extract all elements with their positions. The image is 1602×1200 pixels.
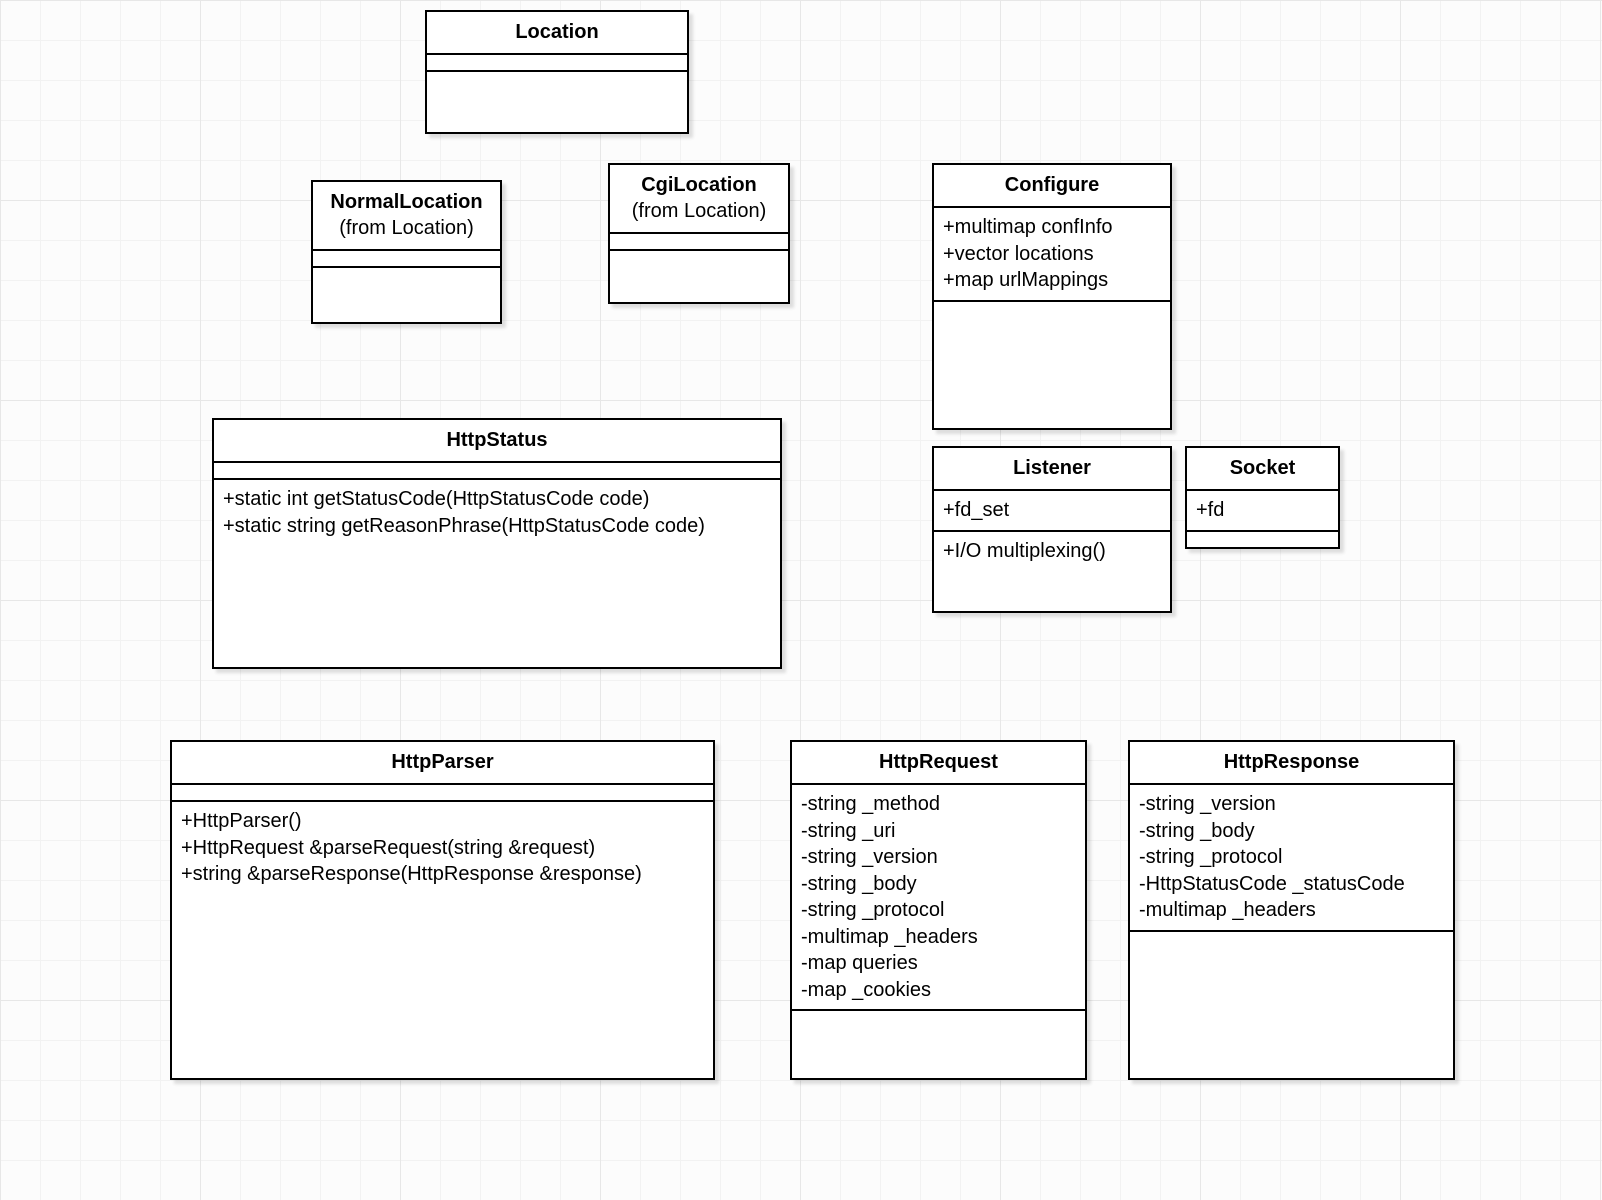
uml-class-name: Socket	[1229, 457, 1296, 479]
uml-class-title-section	[313, 182, 500, 249]
attribute-line: +fd	[1196, 499, 1225, 521]
uml-class-normal-location[interactable]	[311, 180, 502, 324]
uml-class-http-request[interactable]	[790, 740, 1087, 1080]
uml-class-title-section	[610, 165, 788, 232]
attribute-line: +fd_set	[943, 499, 1010, 521]
uml-class-subtitle: (from Location)	[631, 200, 767, 222]
method-line: +static int getStatusCode(HttpStatusCode code)	[223, 488, 650, 510]
uml-class-name: HttpParser	[391, 751, 494, 773]
uml-class-title-section	[934, 165, 1170, 206]
uml-class-name: Location	[515, 21, 599, 43]
attribute-line: -string _body	[801, 872, 917, 895]
uml-methods-section	[792, 1009, 1085, 1078]
uml-class-name: Configure	[1004, 174, 1100, 196]
uml-class-title-section	[1130, 742, 1453, 783]
attribute-line: -string _method	[801, 793, 940, 815]
uml-methods-section	[610, 249, 788, 302]
method-line: +I/O multiplexing()	[943, 539, 1106, 562]
uml-methods-section	[313, 266, 500, 322]
attribute-line: -string _protocol	[1139, 846, 1283, 868]
uml-class-title-section	[934, 448, 1170, 489]
attribute-line: -string _protocol	[801, 899, 945, 921]
attribute-line: +multimap confInfo	[943, 216, 1113, 238]
attribute-line: -string _body	[1139, 819, 1255, 842]
uml-attributes-section	[610, 232, 788, 249]
uml-class-name: HttpResponse	[1223, 751, 1360, 773]
uml-class-name: CgiLocation	[641, 174, 757, 196]
uml-methods-section	[427, 70, 687, 132]
uml-methods-section	[1130, 930, 1453, 1079]
uml-attributes-section	[214, 461, 780, 478]
uml-attributes-section	[792, 783, 1085, 1009]
attribute-line: -HttpStatusCode _statusCode	[1139, 872, 1405, 895]
uml-methods-section	[214, 478, 780, 667]
uml-methods-section	[934, 300, 1170, 429]
attribute-line: -string _version	[1139, 793, 1276, 815]
uml-class-subtitle: (from Location)	[339, 217, 474, 239]
attribute-line: +map urlMappings	[943, 269, 1109, 291]
uml-methods-section	[172, 800, 713, 1078]
attribute-line: -map _cookies	[801, 978, 932, 1001]
uml-class-title-section	[214, 420, 780, 461]
method-line: +HttpRequest &parseRequest(string &request)	[181, 836, 596, 859]
uml-class-socket[interactable]	[1185, 446, 1340, 549]
method-line: +HttpParser()	[181, 810, 302, 832]
uml-class-name: NormalLocation	[330, 191, 483, 213]
uml-class-title-section	[172, 742, 713, 783]
uml-class-listener[interactable]	[932, 446, 1172, 613]
uml-attributes-section	[313, 249, 500, 266]
uml-class-http-status[interactable]	[212, 418, 782, 669]
uml-attributes-section	[172, 783, 713, 800]
uml-class-name: HttpRequest	[879, 751, 998, 773]
attribute-line: -multimap _headers	[1139, 899, 1316, 921]
attribute-line: +vector locations	[943, 242, 1094, 265]
uml-attributes-section	[1130, 783, 1453, 930]
uml-attributes-section	[934, 489, 1170, 530]
uml-methods-section	[934, 530, 1170, 612]
uml-attributes-section	[1187, 489, 1338, 530]
uml-class-name: HttpStatus	[446, 429, 548, 451]
method-line: +string &parseResponse(HttpResponse &response)	[181, 863, 642, 885]
method-line: +static string getReasonPhrase(HttpStatusCode code)	[223, 514, 705, 537]
uml-class-title-section	[427, 12, 687, 53]
uml-class-configure[interactable]	[932, 163, 1172, 430]
attribute-line: -multimap _headers	[801, 925, 978, 948]
uml-attributes-section	[934, 206, 1170, 300]
attribute-line: -string _version	[801, 846, 938, 868]
attribute-line: -map queries	[801, 952, 918, 974]
uml-class-title-section	[1187, 448, 1338, 489]
attribute-line: -string _uri	[801, 819, 896, 842]
uml-class-name: Listener	[1013, 457, 1091, 479]
uml-class-title-section	[792, 742, 1085, 783]
uml-class-location[interactable]	[425, 10, 689, 134]
uml-class-cgi-location[interactable]	[608, 163, 790, 304]
uml-class-http-response[interactable]	[1128, 740, 1455, 1080]
uml-class-http-parser[interactable]	[170, 740, 715, 1080]
uml-attributes-section	[427, 53, 687, 70]
uml-methods-section	[1187, 530, 1338, 548]
